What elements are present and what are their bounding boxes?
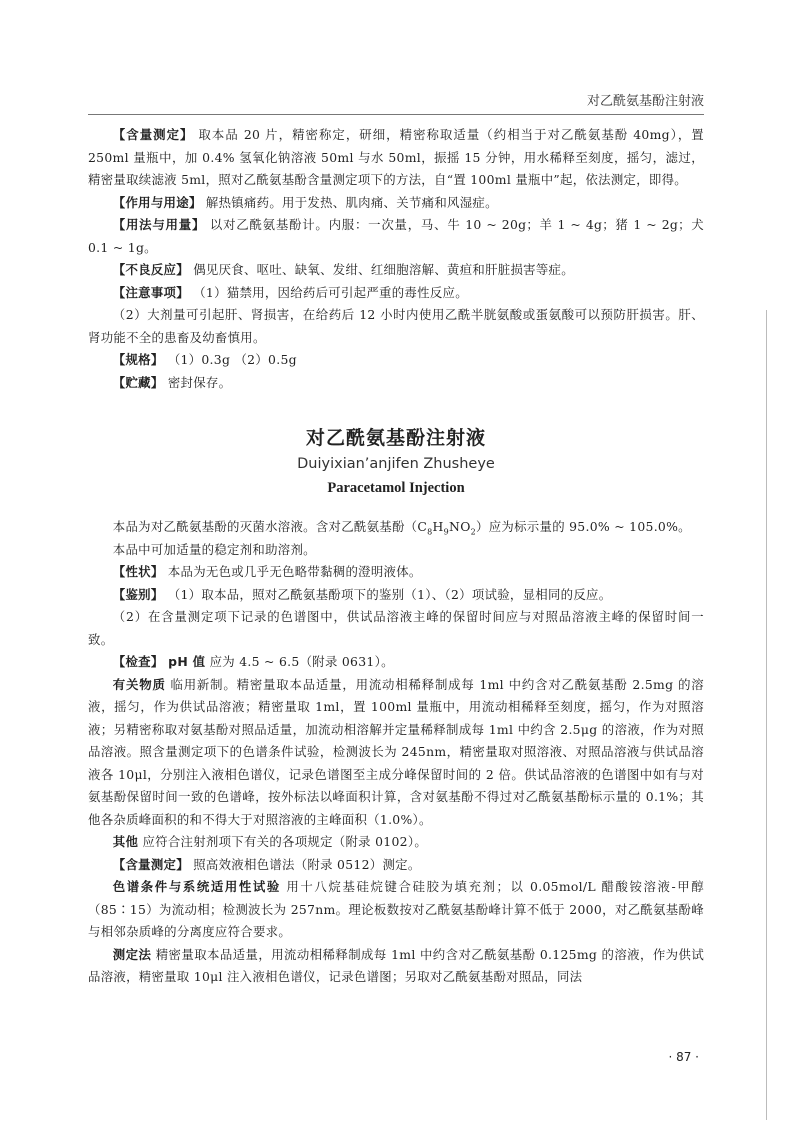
section-paragraph xyxy=(88,214,704,259)
right-margin-rule xyxy=(766,310,767,1120)
section-paragraph xyxy=(88,831,704,854)
section-text: 应符合注射剂项下有关的各项规定（附录 0102）。 xyxy=(142,834,428,849)
formula-sub-o: 2 xyxy=(470,527,477,537)
section-paragraph xyxy=(88,651,704,674)
section-text: 精密量取本品适量，用流动相稀释制成每 1ml 中约含对乙酰氨基酚 0.125mg 的溶液，作为供试品溶液，精密量取 10μl 注入液相色谱仪，记录色谱图；另取对乙酰氨基酚对照品，同法 xyxy=(88,946,705,984)
monograph-title-en: Paracetamol Injection xyxy=(327,480,465,496)
section-label: 测定法 xyxy=(112,946,152,962)
section-label: 【鉴别】 xyxy=(112,586,164,602)
section-paragraph xyxy=(88,304,704,349)
section-text: （2）在含量测定项下记录的色谱图中，供试品溶液主峰的保留时间应与对照品溶液主峰的保留时间一致。 xyxy=(88,609,704,647)
section-label: 其他 xyxy=(112,834,139,849)
section-paragraph xyxy=(88,606,704,651)
top-sections xyxy=(88,124,704,394)
section-paragraph xyxy=(88,124,704,192)
section-text: 密封保存。 xyxy=(167,374,232,390)
section-label: 【作用与用途】 xyxy=(112,194,202,210)
section-paragraph xyxy=(88,349,704,372)
section-text: （1）0.3g （2）0.5g xyxy=(167,352,297,367)
section-label: 【注意事项】 xyxy=(112,284,189,300)
section-text: （1）取本品，照对乙酰氨基酚项下的鉴别（1）、（2）项试验，显相同的反应。 xyxy=(167,586,612,602)
section-paragraph xyxy=(88,674,704,832)
formula-sub-h: 9 xyxy=(443,527,450,537)
section-label: 【用法与用量】 xyxy=(112,217,206,232)
section-paragraph xyxy=(88,372,704,395)
section-label: 【含量测定】 xyxy=(112,856,189,872)
intro-paragraph xyxy=(88,516,704,539)
monograph-title-pinyin: Duiyixian’anjifen Zhusheye xyxy=(297,456,495,472)
section-text: 临用新制。精密量取本品适量，用流动相稀释制成每 1ml 中约含对乙酰氨基酚 2.5mg 的溶液，摇匀，作为供试品溶液；精密量取 1ml，置 100ml 量瓶中，用流动相稀释至刻度，摇匀，作为对照溶液；另精密称取对氨基酚对照品适量，加流动相溶解并定量稀释制成每 1ml 中约含 2.5μg 的溶液，作为对照品溶液。照含量测定项下的色谱条件试验，检测波长为 245nm，精密量取对照溶液、对照品溶液与供试品溶液各 10μl，分别注入液相色谱仪，记录色谱图至主成分峰保留时间的 2 倍。供试品溶液的色谱图中如有与对氨基酚保留时间一致的色谱峰，按外标法以峰面积计算，含对氨基酚不得过对乙酰氨基酚标示量的 0.1%；其他各杂质峰面积的和不得大于对照溶液的主峰面积（1.0%）。 xyxy=(88,676,704,827)
section-paragraph xyxy=(88,876,704,944)
section-paragraph xyxy=(88,282,704,305)
section-text: 应为 4.5 ~ 6.5（附录 0631）。 xyxy=(209,654,394,669)
section-label: 【检查】 pH 值 xyxy=(112,654,206,669)
formula-no: NO xyxy=(449,519,471,534)
section-label: 有关物质 xyxy=(112,676,166,692)
section-text: 偶见厌食、呕吐、缺氧、发绀、红细胞溶解、黄疸和肝脏损害等症。 xyxy=(193,262,574,277)
section-text: 取本品 20 片，精密称定，研细，精密称取适量（约相当于对乙酰氨基酚 40mg），置 250ml 量瓶中，加 0.4% 氢氧化钠溶液 50ml 与水 50ml，振摇 15 分钟，用水稀释至刻度，摇匀，滤过，精密量取续滤液 5ml，照对乙酰氨基酚含量测定项下的方法，自“置 100ml 量瓶中”起，依法测定，即得。 xyxy=(88,127,704,187)
running-header xyxy=(88,90,704,115)
section-text: （1）猫禁用，因给药后可引起严重的毒性反应。 xyxy=(193,284,468,300)
formula-sub-c: 8 xyxy=(427,527,433,537)
section-paragraph xyxy=(88,192,704,215)
section-paragraph xyxy=(88,259,704,282)
page-number: · 87 · xyxy=(668,1050,699,1064)
section-paragraph xyxy=(88,584,704,607)
page-content xyxy=(88,124,704,989)
section-paragraph xyxy=(88,944,704,989)
intro-text-a: 本品为对乙酰氨基酚的灭菌水溶液。含对乙酰氨基酚（C xyxy=(112,519,428,534)
section-paragraph xyxy=(88,854,704,877)
section-label: 【规格】 xyxy=(112,352,164,367)
section-text: （2）大剂量可引起肝、肾损害，在给药后 12 小时内使用乙酰半胱氨酸或蛋氨酸可以预防肝损害。肝、肾功能不全的患畜及幼畜慎用。 xyxy=(88,307,704,345)
intro-text-b: ）应为标示量的 95.0% ~ 105.0%。 xyxy=(476,519,691,534)
section-text: 以对乙酰氨基酚计。内服：一次量，马、牛 10 ~ 20g；羊 1 ~ 4g；猪 1 ~ 2g；犬 0.1 ~ 1g。 xyxy=(88,217,704,255)
section-text: 用十八烷基硅烷键合硅胶为填充剂；以 0.05mol/L 醋酸铵溶液-甲醇（85∶15）为流动相；检测波长为 257nm。理论板数按对乙酰氨基酚峰计算不低于 2000，对乙酰氨基酚峰与相邻杂质峰的分离度应符合要求。 xyxy=(88,879,704,939)
formula-h: H xyxy=(432,519,444,534)
bottom-sections xyxy=(88,561,704,989)
intro-paragraph-2: 本品中可加适量的稳定剂和助溶剂。 xyxy=(112,541,316,557)
header-title: 对乙酰氨基酚注射液 xyxy=(586,94,704,109)
section-label: 【不良反应】 xyxy=(112,262,189,277)
section-label: 色谱条件与系统适用性试验 xyxy=(112,879,281,894)
section-text: 本品为无色或几乎无色略带黏稠的澄明液体。 xyxy=(167,564,422,579)
section-text: 解热镇痛药。用于发热、肌肉痛、关节痛和风湿症。 xyxy=(205,194,498,210)
section-paragraph xyxy=(88,561,704,584)
monograph-title-cn: 对乙酰氨基酚注射液 xyxy=(305,427,486,449)
section-label: 【贮藏】 xyxy=(112,374,164,390)
section-label: 【性状】 xyxy=(112,564,164,579)
section-label: 【含量测定】 xyxy=(112,127,194,142)
section-text: 照高效液相色谱法（附录 0512）测定。 xyxy=(193,856,421,872)
